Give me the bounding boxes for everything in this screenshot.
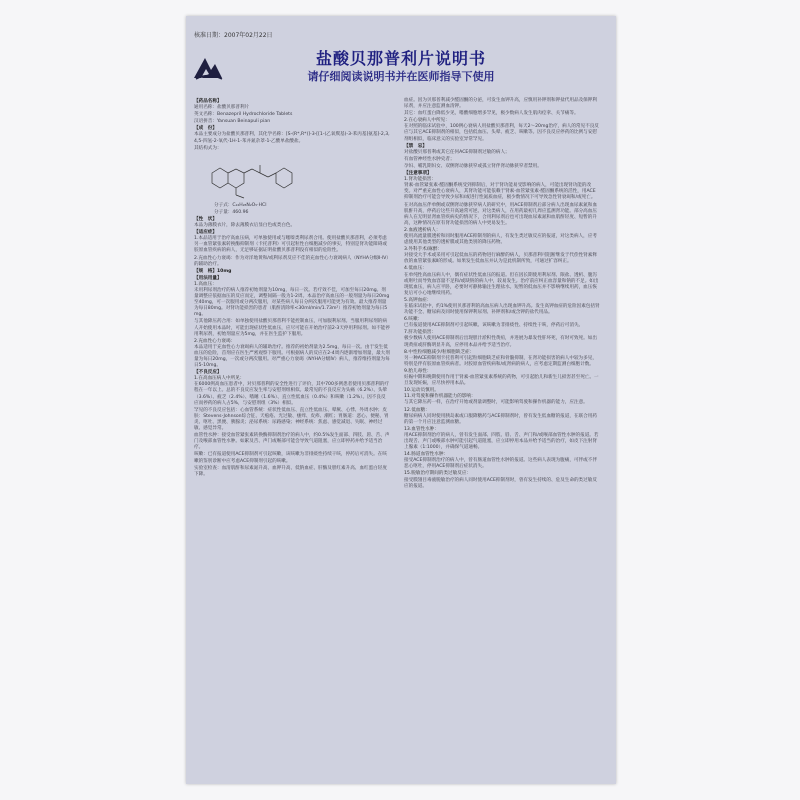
- right-column: [404, 98, 600, 491]
- paragraph: 分子式：C₂₄H₂₈N₂O₅·HCl: [214, 202, 267, 208]
- subsection-heading: 10.运动员慎用。: [404, 388, 439, 394]
- subsection-heading: 2.充血性心力衰竭：: [194, 338, 236, 344]
- paragraph: 其它：血红蛋白降低少见，嗜酸细胞增多罕见，极少数病人发生肌肉痉挛、关节痛等。: [404, 111, 579, 117]
- paragraph: 与其他降压药合用：如单独使用盐酸贝那普利不能控制血压，可加服利尿剂。当服用利尿剂的病人开始使用本品时，可能出现症状性低血压，应尽可能在开始治疗前2-3天停用利尿剂。如不能停用利尿剂，初始剂量应为5mg，并在医生监护下服用。: [194, 319, 390, 337]
- subsection-heading: 1.高血压：: [194, 281, 217, 287]
- paragraph: 有血管神经性水肿史者；: [404, 156, 455, 162]
- paragraph: 另一种ACE抑制剂卡托普利可引起粒细胞缺乏症和骨髓抑制，在肾功能损害的病人中较为多见，特别是伴有胶原血管疾病者。对胶原血管疾病和/或肾病的病人，应考虑定期监测白细胞计数。: [404, 355, 597, 367]
- paragraph: 汉语拼音：Yansuan Beinapuli pian: [194, 119, 271, 125]
- subsection-heading: 1.肾功能损害：: [404, 177, 436, 183]
- paragraph: 肾素-血管紧张素-醛固酮系统受到抑制后，对于肾功能易受影响的病人，可能出现肾功能的改变。对严重充血性心衰病人，其肾功能可能依赖于肾素-血管紧张素-醛固酮系统的活性，用ACE抑制剂治疗可能会导致少尿和/或进行性氮质血症，极少数情况下可导致急性肾衰竭和/或死亡。: [404, 183, 596, 201]
- subsection-heading: 7.肝功能损害：: [404, 330, 436, 336]
- paragraph: 血症。因为贝那普利减少醛固酮的分泌，可发生血钾升高，应慎用补钾剂和钾盐代用品及保钾利尿剂，并应注意监测血清钾。: [404, 98, 597, 110]
- paragraph: 罕见的不良反应包括：心血管系统：症状性低血压、直立性低血压、晕厥、心悸、外周水肿；皮肤：Stevens-Johnson综合征、天疱疮、光过敏、瘙痒、皮疹、潮红；胃肠道：恶心、便秘、胃炎、呕吐、黑便、胰腺炎；泌尿系统：尿路感染；神经系统：焦虑、感觉减退、失眠、神经过敏、感觉异常。: [194, 407, 389, 432]
- paragraph: 本品为薄膜衣片，除去薄膜衣后显白色或类白色。: [194, 223, 296, 229]
- section-heading: 【规 格】10mg: [194, 268, 232, 274]
- paragraph: 极少数病人使用ACE抑制剂后出现胆汁淤积性黄疸，并进展为暴发性肝坏死，有时可致死。如出现黄疸或肝酶明显升高，应停用本品并给予适当治疗。: [404, 336, 597, 348]
- section-heading: 【用法用量】: [194, 275, 222, 281]
- paragraph: 血管性水肿：接受血管紧张素转换酶抑制剂治疗的病人中，约0.5%发生面部、四肢、唇、舌、声门及喉部血管性水肿。如累及舌、声门或喉部可能会导致气道阻塞，应立即停药并给予适当治疗。: [194, 433, 390, 451]
- paragraph: 对接受大手术或采用可引起低血压的药物进行麻醉的病人，贝那普利可阻断继发于代偿性肾素释放的血管紧张素Ⅱ的形成。如果发生低血压并认为是此机制所致，可通过扩容纠正。: [404, 253, 597, 265]
- paragraph: 在对高血压伴单侧或双侧肾动脉狭窄病人的研究中，用ACE抑制剂后部分病人出现血尿素氮和血肌酐升高，停药后这些升高通常可逆。对这类病人，在用药最初几周应监测肾功能。部分高血压病人在无明显肾血管疾病史的情况下，合用利尿剂后也可出现血尿素氮和血肌酐轻度、短暂的升高，这种情况在原有肾功能损害的病人中更易发生。: [404, 202, 597, 226]
- paragraph: 接受膜翅目毒液脱敏治疗的病人同时使用ACE抑制剂时，曾有发生持续的、危及生命的类过敏反应的报道。: [404, 477, 597, 489]
- section-heading: 【不良反应】: [194, 370, 222, 376]
- subsection-heading: 1.在高血压病人中所见：: [194, 376, 245, 382]
- paragraph: 在临床试验中，约1%使用贝那普利的高血压病人出现血钾升高。发生高钾血症的危险因素包括肾功能不全、糖尿病及同时使用保钾利尿剂、补钾剂和/或含钾的盐代用品。: [404, 304, 600, 316]
- section-heading: 【性 状】: [194, 216, 217, 222]
- paragraph: 通用名称：盐酸贝那普利片: [194, 105, 250, 111]
- subsection-heading: 15.脱敏治疗期间的类过敏反应：: [404, 471, 472, 477]
- paragraph: 未用利尿剂治疗的病人推荐初始剂量为10mg，每日一次。若疗效不佳，可加至每日20mg。剂量调整应依据血压的反应而定，调整间隔一般为1-2周。本品治疗高血压的一般剂量为每日20mg至40mg，可一次服用或分两次服用，对某些病人每日分两次服用可能更为有效。最大推荐剂量为每日80mg。对肾功能损害的患者（肌酐清除率<30ml/min/1.73m²）推荐初始剂量为每日5mg。: [194, 287, 390, 318]
- subsection-heading: 2.在心衰病人中所见：: [404, 118, 450, 124]
- subsection-heading: 4.低血压：: [404, 266, 427, 272]
- paragraph: 妊娠中期和晚期使用作用于肾素-血管紧张素系统的药物，可引起胎儿和新生儿损害甚至死亡。一旦发现妊娠，应尽快停用本品。: [404, 375, 599, 387]
- subsection-heading: 8.中性粒细胞减少/粒细胞缺乏症：: [404, 349, 475, 355]
- paragraph: 咳嗽：已有报道使用ACE抑制剂可引起咳嗽，该咳嗽为非排痰性持续干咳，停药后可消失。在咳嗽的鉴别诊断中应考虑ACE抑制剂引起的咳嗽。: [194, 452, 387, 464]
- paragraph: 分子量：460.96: [214, 209, 249, 215]
- paragraph: 糖尿病病人同时使用胰岛素或口服降糖药与ACE抑制剂时，曾有发生低血糖的报道，在联合用药的第一个月应注意监测血糖。: [404, 413, 597, 425]
- paragraph: 实验室检查：血清肌酐和尿素氮升高、血钾升高、低钠血症、肝酶及胆红素升高、血红蛋白轻度下降。: [194, 465, 387, 477]
- left-column: [194, 98, 390, 479]
- paragraph: 与其它降压药一样，在治疗开始或剂量调整时，可能影响驾驶和操作机器的能力，应注意。: [404, 400, 588, 406]
- subsection-heading: 3.外科手术/麻醉：: [404, 247, 443, 253]
- structural-formula: [204, 155, 324, 201]
- subsection-heading: 5.高钾血症：: [404, 297, 432, 303]
- section-heading: 【注意事项】: [404, 171, 432, 177]
- paragraph: 孕妇、哺乳期妇女、双侧肾动脉狭窄或孤立肾伴肾动脉狭窄者禁用。: [404, 163, 542, 169]
- subsection-heading: 9.胎儿毒性：: [404, 368, 432, 374]
- paragraph: 用ACE抑制剂治疗的病人，曾有发生面部、四肢、唇、舌、声门和/或喉部血管性水肿的报道。若出现舌、声门或喉部水肿可能引起气道阻塞，应立即停用本品并给予适当的治疗，如皮下注射肾上腺素（1:1000），并确保气道通畅。: [404, 432, 599, 451]
- paragraph: 本品适用于充血性心力衰竭病人的辅助治疗。推荐的初始剂量为2.5mg，每日一次。由于发生低血压的危险，首剂应在医生严密观察下服用。可根据病人的反应在2-4周内逐渐增加剂量，最大剂量为每日20mg，一次或分两次服用。对严重心力衰竭（NYHA分级Ⅳ）病人，推荐维持剂量为每日5-10mg。: [194, 344, 390, 369]
- paragraph: 2.充血性心力衰竭：作为对洋地黄和/或利尿剂反应不佳的充血性心力衰竭病人（NYHA分级Ⅱ-Ⅳ）的辅助治疗。: [194, 255, 389, 267]
- document-title: 盐酸贝那普利片说明书: [315, 49, 486, 68]
- paragraph: 1.本品适用于治疗高血压病，可单独使用或与噻嗪类利尿剂合用。使用盐酸贝那普利，必须考虑另一血管紧张素转换酶抑制剂（卡托普利）可引起粒性白细胞减少的事实，特别是肾功能障碍或胶原血管疾病的病人，无足够证据证明盐酸贝那普利没有相似的危险性。: [194, 236, 387, 254]
- section-heading: 【药品名称】: [194, 99, 222, 104]
- subsection-heading: 6.咳嗽：: [404, 317, 423, 323]
- subsection-heading: 2.血液透析病人：: [404, 227, 441, 233]
- subsection-heading: 14.肠道血管性水肿：: [404, 452, 449, 458]
- document-subtitle: 请仔细阅读说明书并在医师指导下使用: [307, 70, 495, 83]
- approval-date: 核准日期：2007年02月22日: [194, 32, 273, 39]
- instruction-sheet: [186, 16, 616, 784]
- paragraph: 在对照的临床试验中，100例心衰病人用盐酸贝那普利，每天2～20mg治疗，病人的常见不良反应与其它ACE抑制剂的相似，包括低血压、头晕、疲乏、咳嗽等。因不良反应停药的比例与安慰剂组相似，临床意义的实验室异常罕见。: [404, 124, 599, 142]
- paragraph: 本品主要成分为盐酸贝那普利，其化学名称：[S-(R*,R*)]-3-[[1-(乙氧羰基)-3-苯丙基]氨基]-2,3,4,5-四氢-2-氧代-1H-1-苯并氮杂䓬-1-乙酸单盐酸盐。: [194, 132, 390, 144]
- section-heading: 【禁 忌】: [404, 143, 427, 149]
- section-heading: 【成 份】: [194, 126, 217, 132]
- paragraph: 已有报道使用ACE抑制剂可引起咳嗽。该咳嗽为非排痰性、持续性干咳，停药后可消失。: [404, 323, 584, 329]
- paragraph: 对盐酸贝那普利或其它任何ACE抑制剂过敏的病人；: [404, 149, 510, 155]
- subsection-heading: 12.低血糖：: [404, 407, 430, 413]
- section-heading: 【适应症】: [194, 230, 217, 236]
- paragraph: 接受ACE抑制剂治疗的病人中，曾有肠道血管性水肿的报道。这些病人表现为腹痛，可伴或不伴恶心呕吐，停用ACE抑制剂后症状消失。: [404, 458, 597, 470]
- paragraph: 在单纯性高血压病人中，偶有症状性低血压的报道。但在因长期使用利尿剂、限盐、透析、腹泻或呕吐而导致血容量不足和/或缺钠的病人中，较易发生。治疗前应纠正血容量和钠的不足。如出现低血压，病人应平卧，必要时可静脉输注生理盐水。短暂的低血压并不影响继续用药，血压恢复后可小心地继续用药。: [404, 272, 599, 296]
- paragraph: 使用高流量膜透析和同时服用ACE抑制剂的病人，有发生类过敏反应的报道，对这类病人，应考虑使用其他类型的透析膜或其他类别的降压药物。: [404, 233, 597, 246]
- subsection-heading: 11.对驾驶和操作机器能力的影响：: [404, 394, 476, 400]
- paragraph: 其结构式为：: [194, 145, 222, 151]
- paragraph: 英文名称：Benazepril Hydrochloride Tablets: [194, 112, 293, 118]
- subsection-heading: 13.血管性水肿：: [404, 426, 439, 432]
- paragraph: 在6000例高血压患者中，对贝那普利的安全性进行了评价，其中700多例患者使用贝那普利的疗程在一年以上。总的不良反应发生率与安慰剂组相似。最常见的不良反应为头痛（6.2%）、头晕（3.6%）、疲乏（2.4%）、嗜睡（1.6%）、直立性低血压（0.4%）和咳嗽（1.2%）。因不良反应而停药的病人占5%，与安慰剂组（3%）相似。: [194, 382, 390, 406]
